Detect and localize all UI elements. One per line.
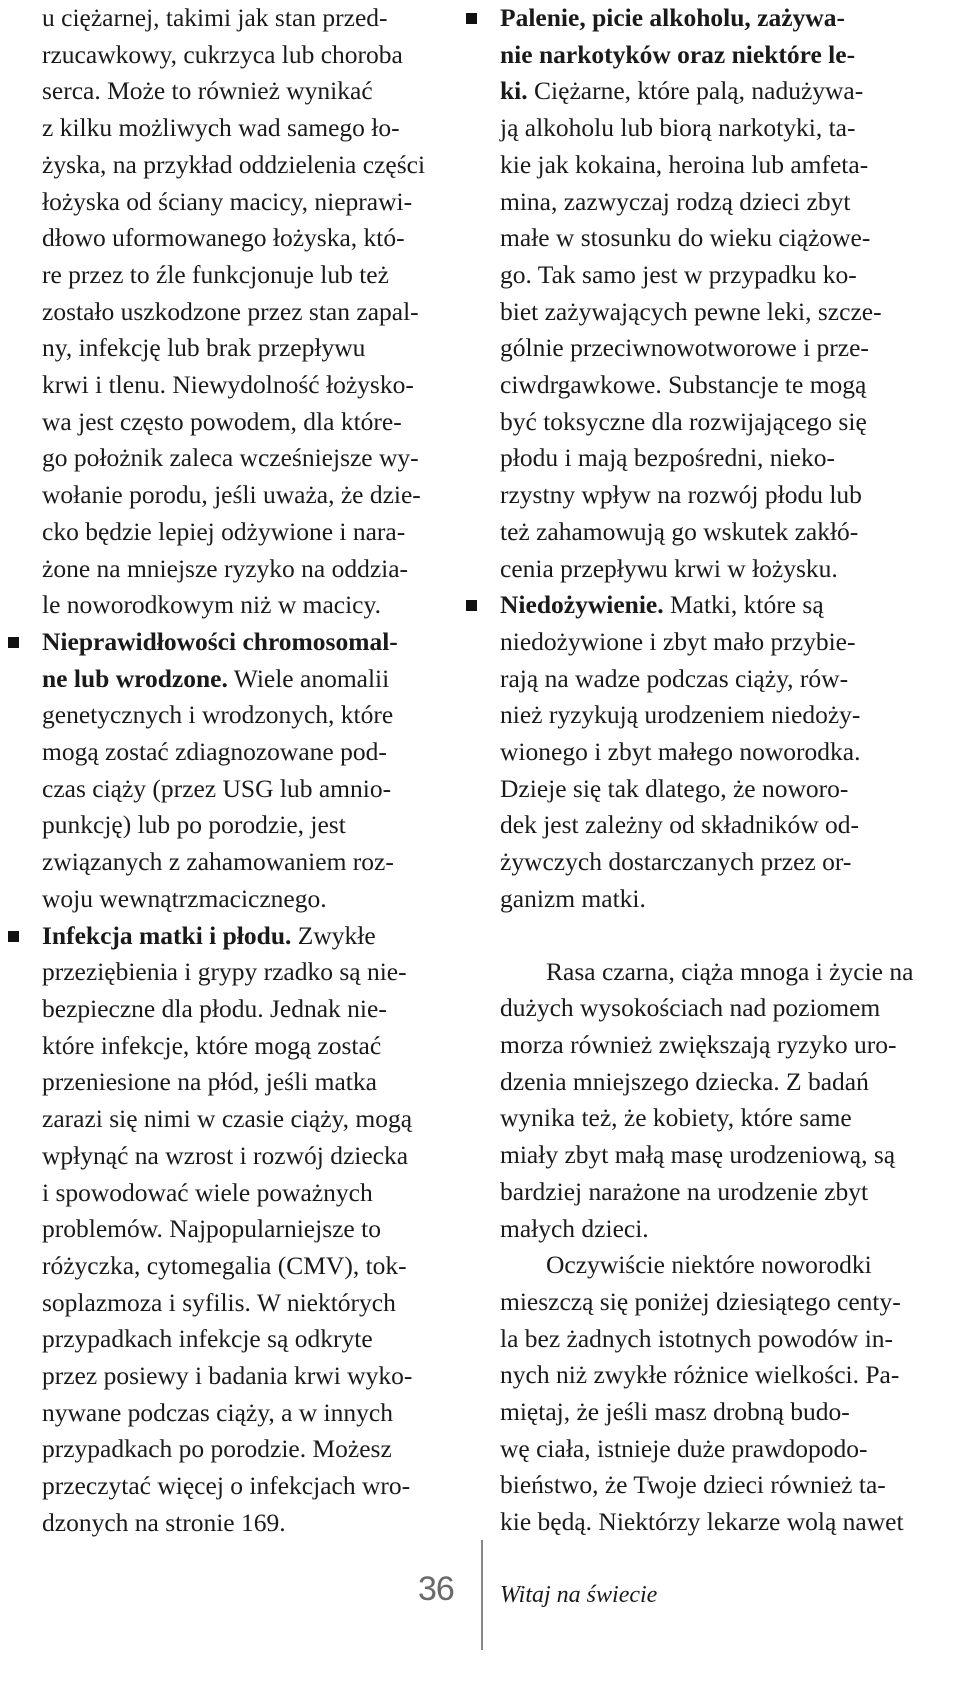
- bullet-heading: Palenie, picie alkoholu, zażywa-: [500, 3, 845, 32]
- text-line: łożyska od ściany macicy, nieprawi-: [42, 186, 413, 216]
- bullet-smoking: [500, 0, 930, 587]
- text-line: z kilku możliwych wad samego ło-: [42, 113, 400, 143]
- text-line: bardziej narażone na urodzenie zbyt: [500, 1176, 869, 1206]
- bullet-body-line: związanych z zahamowaniem roz-: [42, 847, 394, 877]
- bullet-heading: Infekcja matki i płodu.: [42, 920, 292, 950]
- left-column: [42, 0, 462, 1542]
- bullet-body-line: woju wewnątrzmacicznego.: [42, 883, 327, 913]
- bullet-body-line: różyczka, cytomegalia (CMV), tok-: [42, 1250, 407, 1280]
- text-line: le noworodkowym niż w macicy.: [42, 590, 381, 620]
- text-line: wę ciała, istnieje duże prawdopodo-: [500, 1433, 868, 1463]
- bullet-body-line: problemów. Najpopularniejsze to: [42, 1214, 381, 1244]
- bullet-body-line: rzystny wpływ na rozwój płodu lub: [500, 480, 862, 510]
- text-line: miały zbyt małą masę urodzeniową, są: [500, 1140, 896, 1170]
- bullet-body-line: go. Tak samo jest w przypadku ko-: [500, 259, 857, 289]
- text-line: dużych wysokościach nad poziomem: [500, 993, 881, 1023]
- bullet-malnutrition: [500, 587, 930, 917]
- text-line: bieństwo, że Twoje dzieci również ta-: [500, 1470, 886, 1500]
- text-line: wołanie porodu, jeśli uważa, że dzie-: [42, 480, 421, 510]
- text-line: wa jest często powodem, dla które-: [42, 406, 402, 436]
- paragraph-small-babies: [500, 1247, 930, 1541]
- text-line: miętaj, że jeśli masz drobną budo-: [500, 1397, 850, 1427]
- bullet-body-line: przeniesione na płód, jeśli matka: [42, 1067, 377, 1097]
- text-line: u ciężarnej, takimi jak stan przed-: [42, 3, 388, 32]
- text-line: dzenia mniejszego dziecka. Z badań: [500, 1066, 869, 1096]
- text-line: mieszczą się poniżej dziesiątego centy-: [500, 1286, 901, 1316]
- bullet-heading: ki.: [500, 76, 528, 106]
- footer-divider: [481, 1540, 483, 1650]
- bullet-body-line: genetycznych i wrodzonych, które: [42, 700, 394, 730]
- bullet-body-line: Matki, które są: [663, 590, 824, 620]
- bullet-body-line: przez posiewy i badania krwi wyko-: [42, 1361, 413, 1391]
- bullet-body-line: dek jest zależny od składników od-: [500, 810, 860, 840]
- bullet-body-line: soplazmoza i syfilis. W niektórych: [42, 1287, 396, 1317]
- bullet-body-line: Dzieje się tak dlatego, że noworo-: [500, 773, 849, 803]
- bullet-body-line: kie jak kokaina, heroina lub amfeta-: [500, 149, 869, 179]
- bullet-body-line: być toksyczne dla rozwijającego się: [500, 406, 867, 436]
- intro-paragraph: [42, 0, 462, 624]
- bullet-body-line: mogą zostać zdiagnozowane pod-: [42, 737, 387, 767]
- bullet-body-line: ją alkoholu lub biorą narkotyki, ta-: [500, 113, 856, 143]
- bullet-body-line: przeziębienia i grypy rzadko są nie-: [42, 957, 407, 987]
- square-bullet-icon: [8, 931, 19, 942]
- bullet-body-line: ganizm matki.: [500, 883, 646, 913]
- bullet-body-line: nywane podczas ciąży, a w innych: [42, 1397, 393, 1427]
- bullet-heading: Nieprawidłowości chromosomal-: [42, 626, 398, 656]
- bullet-body-line: też zahamowują go wskutek zakłó-: [500, 516, 859, 546]
- text-line: serca. Może to również wynikać: [42, 76, 373, 106]
- bullet-body-line: niedożywione i zbyt mało przybie-: [500, 626, 856, 656]
- bullet-chromosomal: [42, 624, 462, 918]
- bullet-body-line: i spowodować wiele poważnych: [42, 1177, 373, 1207]
- text-line: kie będą. Niektórzy lekarze wolą nawet: [500, 1507, 904, 1537]
- text-line: rzucawkowy, cukrzyca lub choroba: [42, 39, 403, 69]
- bullet-body-line: bezpieczne dla płodu. Jednak nie-: [42, 993, 387, 1023]
- text-line: go położnik zaleca wcześniejsze wy-: [42, 443, 419, 473]
- bullet-heading: ne lub wrodzone.: [42, 663, 228, 693]
- page-number: 36: [418, 1570, 454, 1608]
- text-line: cko będzie lepiej odżywione i nara-: [42, 516, 406, 546]
- bullet-body-line: gólnie przeciwnowotworowe i prze-: [500, 333, 869, 363]
- bullet-body-line: mina, zazwyczaj rodzą dzieci zbyt: [500, 186, 851, 216]
- bullet-body-line: czas ciąży (przez USG lub amnio-: [42, 773, 392, 803]
- bullet-body-line: dzonych na stronie 169.: [42, 1507, 286, 1537]
- text-line: Oczywiście niektóre noworodki: [546, 1250, 872, 1280]
- text-line: nych niż zwykłe różnice wielkości. Pa-: [500, 1360, 900, 1390]
- text-line: dłowo uformowanego łożyska, któ-: [42, 223, 405, 253]
- bullet-body-line: rają na wadze podczas ciąży, rów-: [500, 663, 849, 693]
- bullet-heading: nie narkotyków oraz niektóre le-: [500, 39, 856, 69]
- text-line: zostało uszkodzone przez stan zapal-: [42, 296, 419, 326]
- page-footer: [0, 1540, 960, 1650]
- bullet-heading: Niedożywienie.: [500, 590, 664, 620]
- bullet-body-line: wionego i zbyt małego noworodka.: [500, 737, 861, 767]
- bullet-body-line: wpłynąć na wzrost i rozwój dziecka: [42, 1140, 409, 1170]
- text-line: Rasa czarna, ciąża mnoga i życie na: [546, 956, 914, 986]
- text-line: re przez to źle funkcjonuje lub też: [42, 259, 389, 289]
- text-line: ny, infekcję lub brak przepływu: [42, 333, 366, 363]
- text-line: żone na mniejsze ryzyko na oddzia-: [42, 553, 409, 583]
- square-bullet-icon: [8, 637, 19, 648]
- bullet-body-line: biet zażywających pewne leki, szcze-: [500, 296, 882, 326]
- bullet-body-line: żywczych dostarczanych przez or-: [500, 847, 852, 877]
- text-line: krwi i tlenu. Niewydolność łożysko-: [42, 370, 414, 400]
- text-line: morza również zwiększają ryzyko uro-: [500, 1029, 897, 1059]
- bullet-body-line: punkcję) lub po porodzie, jest: [42, 810, 346, 840]
- bullet-infection: [42, 918, 462, 1542]
- square-bullet-icon: [466, 13, 477, 24]
- bullet-body-line: zarazi się nimi w czasie ciąży, mogą: [42, 1104, 413, 1134]
- bullet-body-line: Zwykłe: [291, 920, 376, 950]
- running-title: Witaj na świecie: [500, 1582, 658, 1608]
- bullet-body-line: płodu i mają bezpośredni, nieko-: [500, 443, 835, 473]
- text-line: la bez żadnych istotnych powodów in-: [500, 1323, 894, 1353]
- bullet-body-line: Wiele anomalii: [227, 663, 390, 693]
- square-bullet-icon: [466, 600, 477, 611]
- bullet-body-line: cenia przepływu krwi w łożysku.: [500, 553, 838, 583]
- text-line: żyska, na przykład oddzielenia części: [42, 149, 426, 179]
- right-column: [500, 0, 930, 1541]
- bullet-body-line: małe w stosunku do wieku ciążowe-: [500, 223, 871, 253]
- bullet-body-line: ciwdrgawkowe. Substancje te mogą: [500, 370, 867, 400]
- bullet-body-line: przypadkach infekcje są odkryte: [42, 1324, 373, 1354]
- text-line: wynika też, że kobiety, które same: [500, 1103, 852, 1133]
- text-line: małych dzieci.: [500, 1213, 649, 1243]
- bullet-body-line: które infekcje, które mogą zostać: [42, 1030, 382, 1060]
- bullet-body-line: Ciężarne, które palą, nadużywa-: [527, 76, 864, 106]
- bullet-body-line: nież ryzykują urodzeniem niedoży-: [500, 700, 861, 730]
- paragraph-race-altitude: [500, 954, 930, 1248]
- bullet-body-line: przeczytać więcej o infekcjach wro-: [42, 1471, 411, 1501]
- bullet-body-line: przypadkach po porodzie. Możesz: [42, 1434, 392, 1464]
